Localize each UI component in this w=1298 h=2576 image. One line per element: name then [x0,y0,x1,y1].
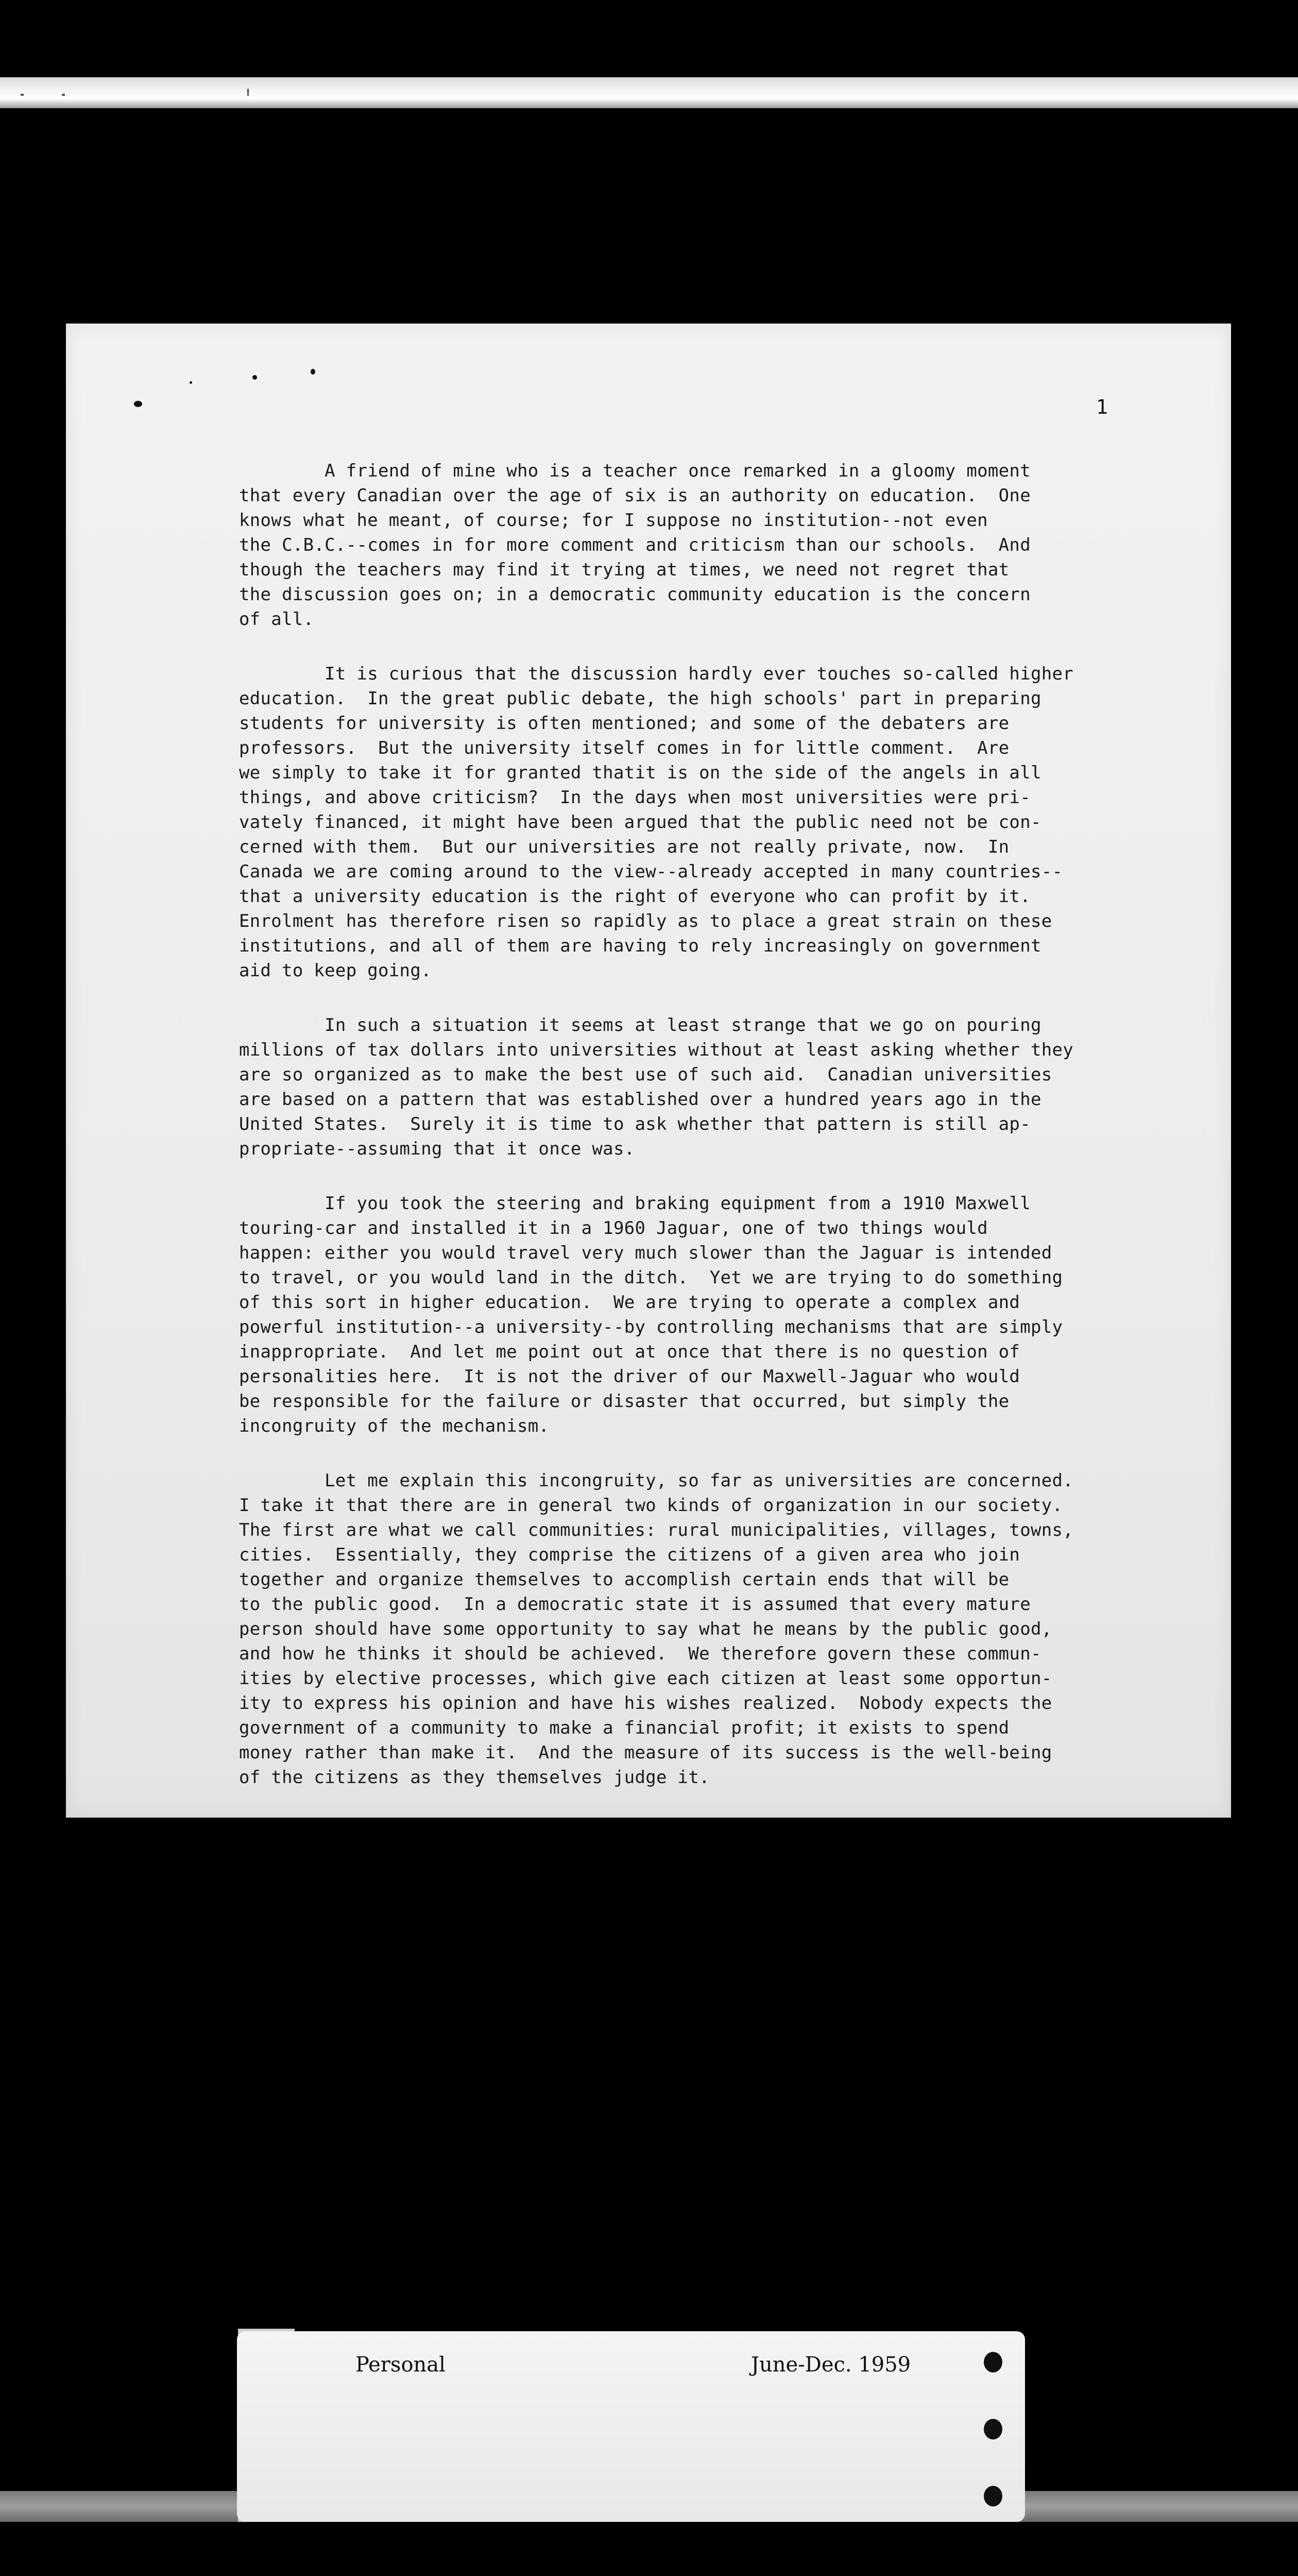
document-page [66,324,1231,1818]
text-line: I take it that there are in general two kinds of organization in our society. [239,1495,1063,1516]
text-line: things, and above criticism? In the days when most universities were pri- [239,787,1031,808]
text-line: aid to keep going. [239,960,432,981]
page-speck [252,375,257,380]
sprocket-hole [984,2352,1002,2372]
label-date-range: June-Dec. 1959 [751,2353,911,2377]
paragraph [239,1013,1218,1161]
text-line: vately financed, it might have been argued that the public need not be con- [239,812,1041,833]
paragraph [239,1191,1218,1438]
page-number: 1 [1096,396,1108,418]
text-line: propriate--assuming that it once was. [239,1139,635,1159]
text-line: touring-car and installed it in a 1960 Jaguar, one of two things would [239,1218,988,1239]
text-line: the C.B.C.--comes in for more comment and criticism than our schools. And [239,535,1031,555]
text-line: be responsible for the failure or disaster that occurred, but simply the [239,1391,1010,1412]
text-line: that a university education is the right of everyone who can profit by it. [239,886,1031,907]
text-line: together and organize themselves to accomplish certain ends that will be [239,1569,1010,1590]
paragraph [239,662,1218,983]
text-line: we simply to take it for granted thatit is on the side of the angels in all [239,762,1041,783]
page-speck [134,401,142,407]
text-line: that every Canadian over the age of six is an authority on education. One [239,485,1031,506]
text-line: to travel, or you would land in the ditch. Yet we are trying to do something [239,1267,1063,1288]
text-line: It is curious that the discussion hardly ever touches so-called higher [239,664,1074,684]
text-line: are based on a pattern that was established over a hundred years ago in the [239,1089,1041,1110]
page-speck [311,369,315,375]
text-line: incongruity of the mechanism. [239,1416,550,1436]
text-line: though the teachers may find it trying at times, we need not regret that [239,560,1010,580]
text-line: cities. Essentially, they comprise the citizens of a given area who join [239,1545,1020,1565]
text-line: education. In the great public debate, the high schools' part in preparing [239,688,1041,709]
film-label-card [237,2331,1025,2522]
text-line: are so organized as to make the best use of such aid. Canadian universities [239,1064,1052,1085]
text-line: In such a situation it seems at least strange that we go on pouring [239,1015,1041,1036]
text-line: personalities here. It is not the driver of our Maxwell-Jaguar who would [239,1366,1020,1387]
text-line: millions of tax dollars into universities without at least asking whether they [239,1040,1074,1060]
film-speck [247,89,249,96]
text-line: and how he thinks it should be achieved. We therefore govern these commun- [239,1643,1041,1664]
text-line: Canada we are coming around to the view--already accepted in many countries-- [239,861,1063,882]
film-speck [62,94,65,96]
text-line: United States. Surely it is time to ask whether that pattern is still ap- [239,1114,1031,1134]
text-line: Let me explain this incongruity, so far as universities are concerned. [239,1470,1074,1491]
text-line: person should have some opportunity to say what he means by the public good, [239,1619,1052,1639]
film-strip-top [0,77,1298,108]
text-line: government of a community to make a financial profit; it exists to spend [239,1718,1010,1738]
sprocket-hole [984,2419,1002,2439]
text-line: If you took the steering and braking equipment from a 1910 Maxwell [239,1193,1031,1214]
text-line: professors. But the university itself comes in for little comment. Are [239,738,1010,758]
text-line: institutions, and all of them are having to rely increasingly on government [239,936,1041,956]
text-line: students for university is often mentioned; and some of the debaters are [239,713,1010,734]
paragraph [239,459,1218,632]
text-line: inappropriate. And let me point out at once that there is no question of [239,1342,1020,1362]
text-line: of the citizens as they themselves judge it. [239,1767,710,1788]
paragraph [239,1468,1218,1790]
letter-body [239,459,1218,1820]
text-line: cerned with them. But our universities are not really private, now. In [239,837,1010,857]
page-speck [190,381,192,384]
text-line: A friend of mine who is a teacher once remarked in a gloomy moment [239,461,1031,481]
text-line: ity to express his opinion and have his wishes realized. Nobody expects the [239,1693,1052,1714]
text-line: of this sort in higher education. We are trying to operate a complex and [239,1292,1020,1313]
text-line: of all. [239,609,314,630]
text-line: The first are what we call communities: rural municipalities, villages, towns, [239,1520,1074,1540]
sprocket-hole [984,2486,1002,2506]
text-line: to the public good. In a democratic state it is assumed that every mature [239,1594,1031,1615]
label-category: Personal [355,2353,446,2377]
text-line: ities by elective processes, which give each citizen at least some opportun- [239,1668,1052,1689]
text-line: happen: either you would travel very much slower than the Jaguar is intended [239,1243,1052,1263]
film-speck [21,94,24,96]
text-line: powerful institution--a university--by controlling mechanisms that are simply [239,1317,1063,1337]
text-line: Enrolment has therefore risen so rapidly as to place a great strain on these [239,911,1052,931]
text-line: the discussion goes on; in a democratic community education is the concern [239,584,1031,605]
text-line: knows what he meant, of course; for I suppose no institution--not even [239,510,988,531]
text-line: money rather than make it. And the measure of its success is the well-being [239,1742,1052,1763]
